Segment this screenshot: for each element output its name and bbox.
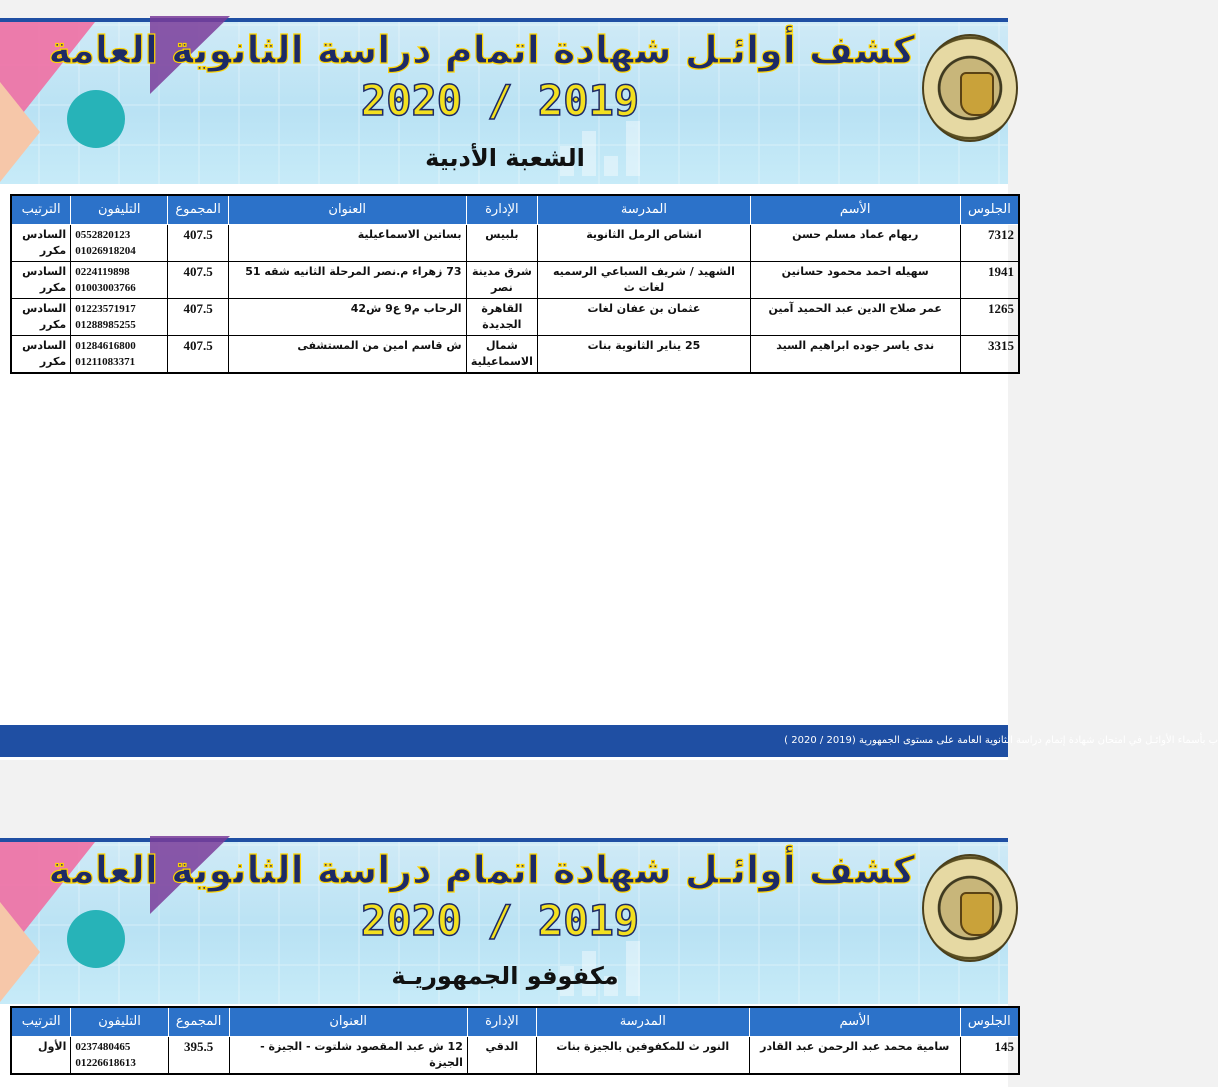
- seat-number: 7312: [960, 224, 1019, 261]
- phone-1: 01223571917: [75, 302, 136, 315]
- column-header-name: الأسم: [749, 1007, 960, 1036]
- address: 12 ش عبد المقصود شلتوت - الجيزة - الجيزة: [229, 1036, 467, 1074]
- school-name: انشاص الرمل الثانوية: [538, 224, 750, 261]
- phone-1: 01284616800: [75, 339, 136, 352]
- results-sheet-blind: [0, 838, 1014, 1087]
- table-row: [11, 298, 1019, 335]
- total-score: 395.5: [168, 1036, 229, 1074]
- student-name: سامية محمد عبد الرحمن عبد القادر: [749, 1036, 960, 1074]
- rank: السادس مكرر: [11, 224, 71, 261]
- student-name: ريهام عماد مسلم حسن: [750, 224, 960, 261]
- column-header-phone: التليفون: [71, 1007, 168, 1036]
- column-header-address: العنوان: [229, 1007, 467, 1036]
- phone-2: 01288985255: [75, 318, 136, 331]
- admin-name: بلبيس: [466, 224, 538, 261]
- rank: الأول: [11, 1036, 71, 1074]
- column-header-total: المجموع: [168, 195, 229, 224]
- admin-name: شمال الاسماعيلية: [466, 335, 538, 373]
- total-score: 407.5: [168, 224, 229, 261]
- document-year: 2020 / 2019: [360, 76, 640, 125]
- ministry-seal-icon: [922, 34, 1018, 142]
- column-header-name: الأسم: [750, 195, 960, 224]
- phone-2: 01226618613: [75, 1056, 136, 1069]
- table-row: [11, 224, 1019, 261]
- rank: السادس مكرر: [11, 298, 71, 335]
- phone-numbers: [71, 1036, 168, 1074]
- column-header-admin: الإدارة: [467, 1007, 536, 1036]
- results-table: [10, 194, 1020, 374]
- column-header-phone: التليفون: [71, 195, 168, 224]
- table-row: [11, 1036, 1019, 1074]
- column-header-school: المدرسة: [536, 1007, 749, 1036]
- total-score: 407.5: [168, 298, 229, 335]
- column-header-school: المدرسة: [538, 195, 750, 224]
- rank: السادس مكرر: [11, 261, 71, 298]
- phone-2: 01003003766: [75, 281, 136, 294]
- column-header-rank: الترتيب: [11, 195, 71, 224]
- total-score: 407.5: [168, 335, 229, 373]
- table-header-row: [11, 195, 1019, 224]
- address: 73 زهراء م.نصر المرحلة الثانيه شقه 51: [228, 261, 466, 298]
- teal-circle-decoration: [67, 90, 125, 148]
- school-name: النور ث للمكفوفين بالجيزة بنات: [536, 1036, 749, 1074]
- seat-number: 3315: [960, 335, 1019, 373]
- column-header-total: المجموع: [168, 1007, 229, 1036]
- footer-bar: [0, 725, 1218, 757]
- table-row: [11, 261, 1019, 298]
- school-name: الشهيد / شريف السباعي الرسميه لغات ث: [538, 261, 750, 298]
- address: ش قاسم امين من المستشفى: [228, 335, 466, 373]
- phone-numbers: [71, 298, 168, 335]
- phone-1: 0224119898: [75, 265, 130, 278]
- address: الرحاب م9 ع9 ش42: [228, 298, 466, 335]
- peach-triangle-decoration: [0, 902, 40, 1002]
- results-sheet-literary: [0, 18, 1218, 760]
- eagle-emblem-icon: [960, 72, 994, 116]
- phone-1: 0237480465: [75, 1040, 131, 1053]
- student-name: عمر صلاح الدين عبد الحميد آمين: [750, 298, 960, 335]
- column-header-admin: الإدارة: [466, 195, 538, 224]
- column-header-rank: الترتيب: [11, 1007, 71, 1036]
- total-score: 407.5: [168, 261, 229, 298]
- phone-1: 0552820123: [75, 228, 131, 241]
- admin-name: القاهرة الجديدة: [466, 298, 538, 335]
- eagle-emblem-icon: [960, 892, 994, 936]
- address: بساتين الاسماعيلية: [228, 224, 466, 261]
- document-year: 2020 / 2019: [360, 896, 640, 945]
- column-header-seat: الجلوس: [960, 1007, 1019, 1036]
- banner: [0, 842, 1008, 1004]
- seat-number: 1941: [960, 261, 1019, 298]
- phone-2: 01026918204: [75, 244, 136, 257]
- ministry-seal-icon: [922, 854, 1018, 962]
- peach-triangle-decoration: [0, 82, 40, 182]
- admin-name: شرق مدينة نصر: [466, 261, 538, 298]
- table-row: [11, 335, 1019, 373]
- document-title: كشف أوائـل شهادة اتمام دراسة الثانوية العامة: [48, 28, 915, 72]
- column-header-address: العنوان: [228, 195, 466, 224]
- section-title: الشعبة الأدبية: [425, 144, 585, 172]
- results-table: [10, 1006, 1020, 1075]
- table-header-row: [11, 1007, 1019, 1036]
- column-header-seat: الجلوس: [960, 195, 1019, 224]
- rank: السادس مكرر: [11, 335, 71, 373]
- school-name: عثمان بن عفان لغات: [538, 298, 750, 335]
- phone-numbers: [71, 335, 168, 373]
- teal-circle-decoration: [67, 910, 125, 968]
- seat-number: 1265: [960, 298, 1019, 335]
- school-name: 25 يناير الثانوية بنات: [538, 335, 750, 373]
- footer-text: ب بأسماء الأوائـل في امتحان شهادة إتمام دراسة الثانوية العامة على مستوى الجمهورية (2019 / 2020 ): [784, 735, 1218, 746]
- admin-name: الدقي: [467, 1036, 536, 1074]
- banner: [0, 22, 1008, 184]
- phone-2: 01211083371: [75, 355, 136, 368]
- student-name: سهيله احمد محمود حسانين: [750, 261, 960, 298]
- seat-number: 145: [960, 1036, 1019, 1074]
- student-name: ندى ياسر جوده ابراهيم السيد: [750, 335, 960, 373]
- section-title: مكفوفو الجمهوريـة: [391, 962, 619, 990]
- document-title: كشف أوائـل شهادة اتمام دراسة الثانوية العامة: [48, 848, 915, 892]
- phone-numbers: [71, 261, 168, 298]
- phone-numbers: [71, 224, 168, 261]
